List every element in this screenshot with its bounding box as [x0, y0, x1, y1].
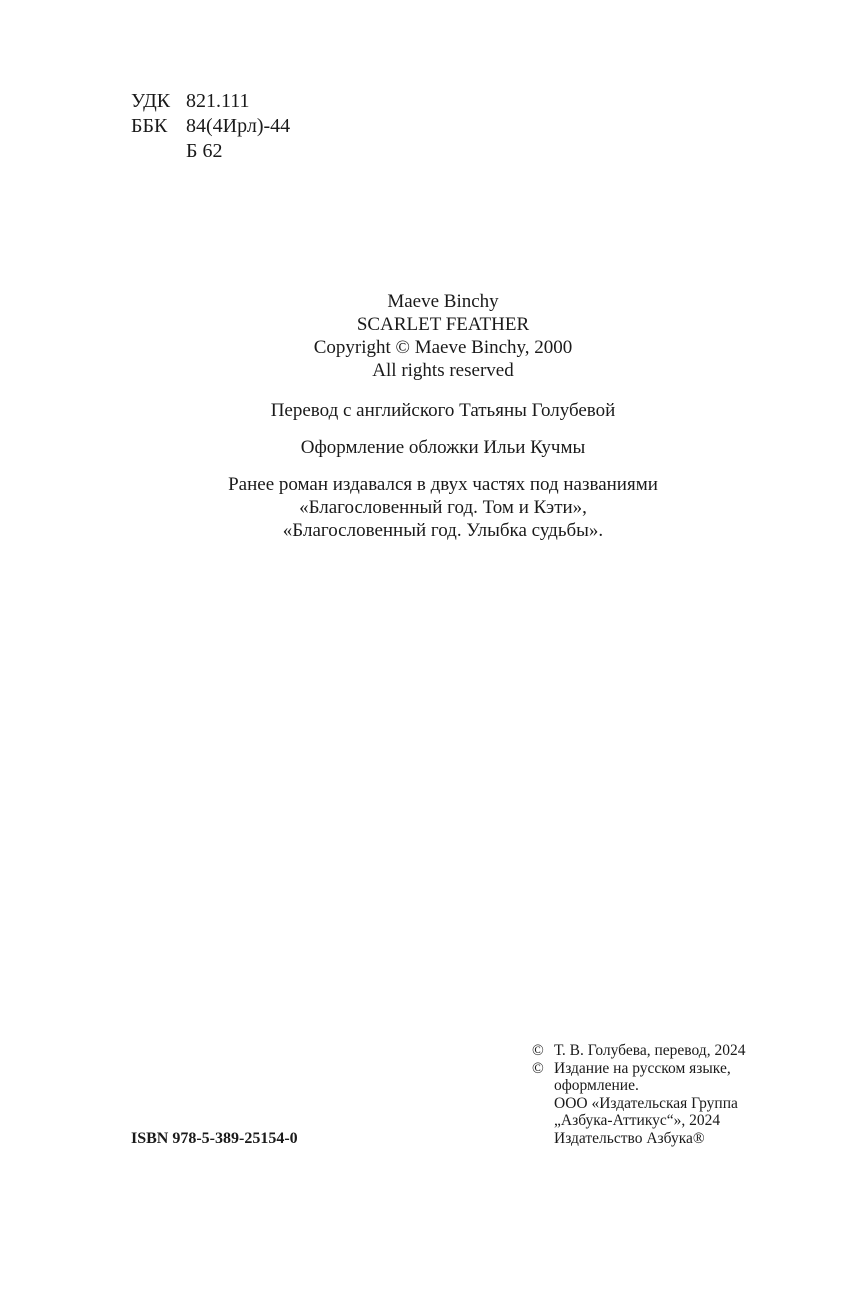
udk-label: УДК [131, 90, 171, 112]
classification-block [131, 89, 290, 164]
copyright-notice-line: Издание на русском языке, [554, 1059, 731, 1077]
copyright-notice-line: оформление. [554, 1077, 639, 1095]
author-mark: Б 62 [186, 140, 223, 162]
previous-editions-line-3: «Благословенный год. Улыбка судьбы». [282, 520, 604, 541]
copyright-notice-line: Издательство Азбука® [554, 1129, 705, 1147]
bbk-value: 84(4Ирл)-44 [186, 115, 291, 137]
cover-credit: Оформление обложки Ильи Кучмы [300, 437, 586, 458]
bbk-label: ББК [131, 115, 168, 137]
copyright-notices [532, 1042, 745, 1148]
copyright-notice-translation [532, 1042, 745, 1060]
copyright-notice-line: „Азбука-Аттикус“», 2024 [554, 1112, 721, 1130]
original-title: SCARLET FEATHER [356, 314, 530, 335]
copyright-notice-line: ООО «Издательская Группа [554, 1094, 738, 1112]
original-copyright: Copyright © Maeve Binchy, 2000 [313, 337, 573, 358]
previous-editions-line-2: «Благословенный год. Том и Кэти», [299, 497, 587, 518]
udk-value: 821.111 [186, 90, 250, 112]
copyright-symbol-icon: © [532, 1042, 544, 1059]
copyright-notice-line: Т. В. Голубева, перевод, 2024 [554, 1042, 746, 1059]
previous-editions-line-1: Ранее роман издавался в двух частях под названиями [228, 474, 658, 495]
translation-credit: Перевод с английского Татьяны Голубевой [270, 400, 616, 421]
isbn: ISBN 978-5-389-25154-0 [131, 1130, 298, 1147]
copyright-symbol-icon: © [532, 1059, 544, 1077]
copyright-notice-edition [532, 1060, 745, 1148]
udk-row [131, 89, 290, 114]
rights-reserved: All rights reserved [372, 360, 514, 381]
author-mark-row [131, 139, 290, 164]
bbk-row [131, 114, 290, 139]
credits-block [0, 290, 856, 542]
original-author: Maeve Binchy [387, 291, 499, 312]
